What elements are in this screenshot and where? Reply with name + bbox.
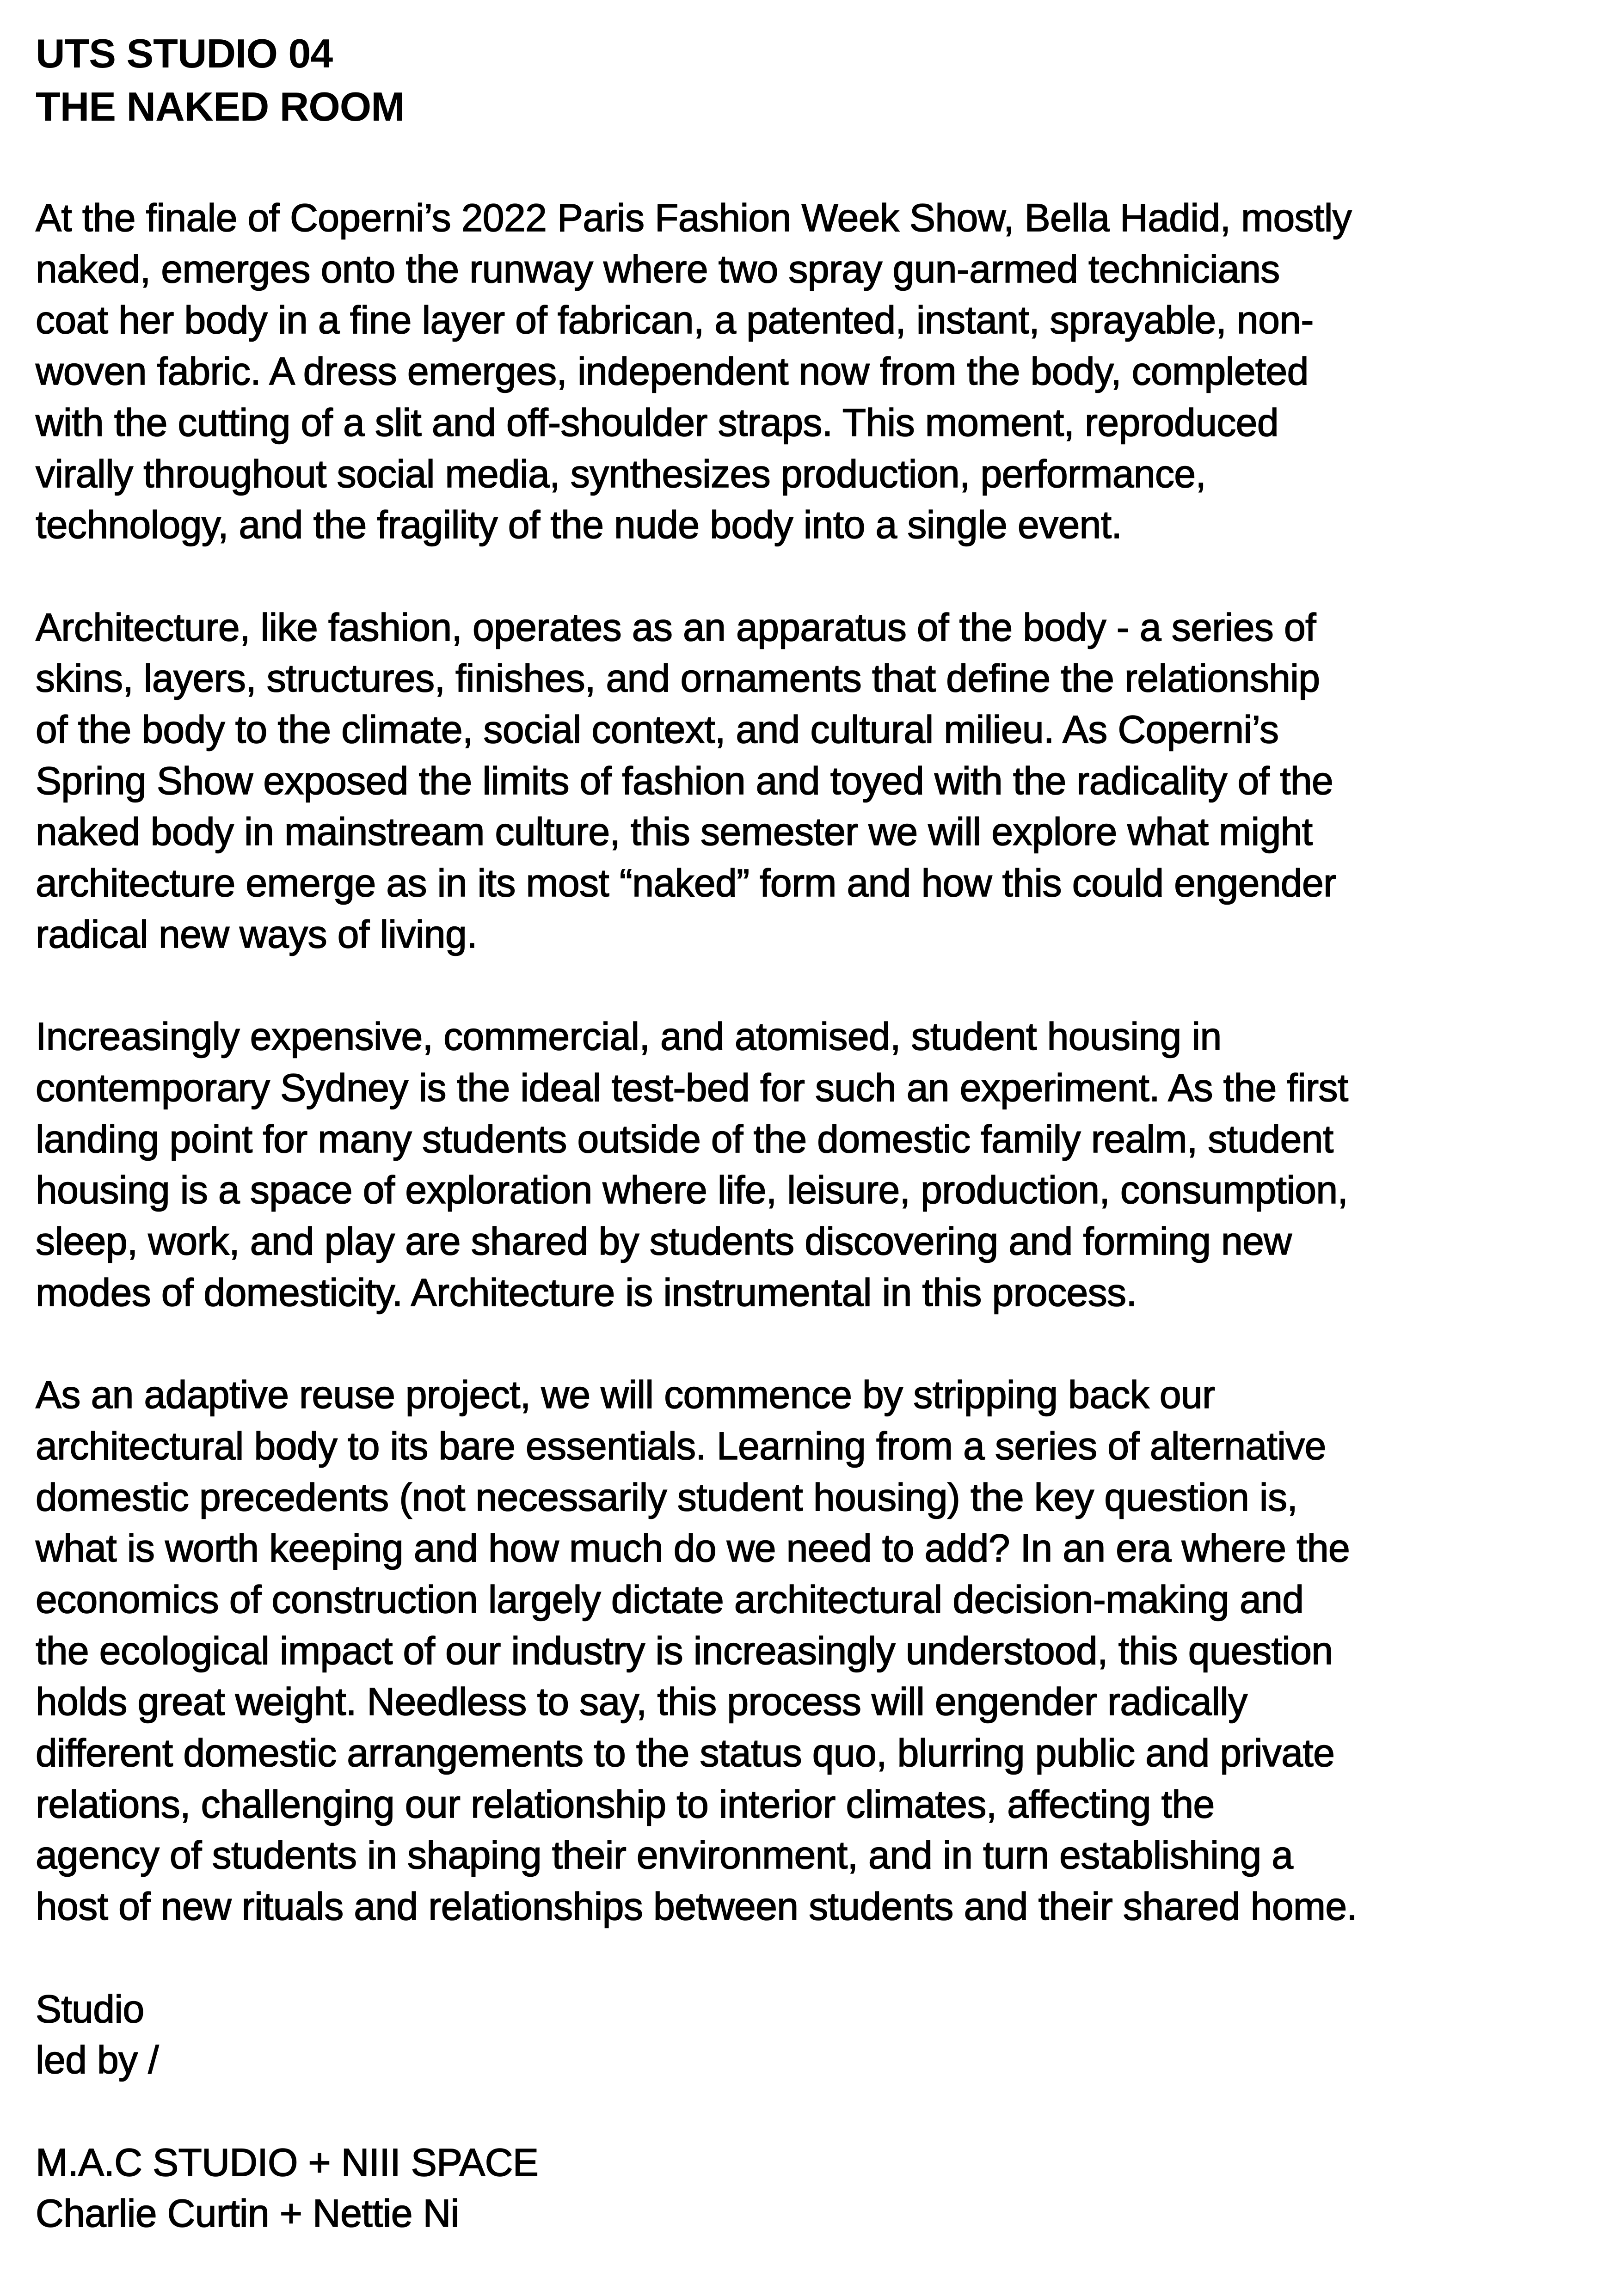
text-line: landing point for many students outside of the domestic family realm, student [36,1117,1333,1161]
text-line: At the finale of Coperni’s 2022 Paris Fashion Week Show, Bella Hadid, mostly [36,196,1352,239]
text-line: economics of construction largely dictate architectural decision-making and [36,1577,1304,1621]
text-line: the ecological impact of our industry is increasingly understood, this question [36,1629,1333,1672]
paragraph-architecture [36,602,1604,960]
text-line: Increasingly expensive, commercial, and atomised, student housing in [36,1015,1222,1059]
text-line: coat her body in a fine layer of fabrican, a patented, instant, sprayable, non- [36,298,1314,342]
paragraph-adaptive-reuse [36,1369,1604,1932]
text-line: housing is a space of exploration where life, leisure, production, consumption, [36,1168,1348,1212]
studio-brief-page [36,27,1604,2290]
title-line-studio: UTS STUDIO 04 [36,31,333,76]
text-line: architectural body to its bare essentials. Learning from a series of alternative [36,1424,1326,1468]
text-line: technology, and the fragility of the nude body into a single event. [36,503,1122,547]
text-line: different domestic arrangements to the status quo, blurring public and private [36,1731,1335,1775]
text-line: M.A.C STUDIO + NIII SPACE [36,2140,539,2184]
brief-body [36,192,1604,2239]
text-line: naked body in mainstream culture, this semester we will explore what might [36,810,1313,854]
text-line: of the body to the climate, social context, and cultural milieu. As Coperni’s [36,708,1279,752]
text-line: contemporary Sydney is the ideal test-bed for such an experiment. As the first [36,1065,1348,1109]
text-line: architecture emerge as in its most “naked” form and how this could engender [36,861,1336,905]
page-title [36,27,1604,133]
title-line-name: THE NAKED ROOM [36,84,405,129]
text-line: As an adaptive reuse project, we will commence by stripping back our [36,1373,1215,1417]
text-line: holds great weight. Needless to say, this process will engender radically [36,1680,1247,1724]
text-line: host of new rituals and relationships between students and their shared home. [36,1885,1358,1929]
text-line: agency of students in shaping their environment, and in turn establishing a [36,1833,1293,1877]
text-line: Architecture, like fashion, operates as an apparatus of the body - a series of [36,605,1316,649]
text-line: woven fabric. A dress emerges, independent now from the body, completed [36,349,1309,393]
text-line: relations, challenging our relationship to interior climates, affecting the [36,1782,1215,1826]
text-line: sleep, work, and play are shared by students discovering and forming new [36,1219,1292,1263]
paragraph-intro [36,192,1604,551]
text-line: Spring Show exposed the limits of fashion and toyed with the radicality of the [36,759,1333,802]
studio-led-by [36,1984,1604,2086]
text-line: naked, emerges onto the runway where two spray gun-armed technicians [36,247,1280,291]
text-line: radical new ways of living. [36,912,477,956]
text-line: domestic precedents (not necessarily student housing) the key question is, [36,1475,1298,1519]
text-line: virally throughout social media, synthesizes production, performance, [36,452,1206,496]
text-line: led by / [36,2038,159,2082]
studio-credits [36,2137,1604,2239]
text-line: Charlie Curtin + Nettie Ni [36,2192,459,2235]
paragraph-student-housing [36,1011,1604,1318]
text-line: modes of domesticity. Architecture is instrumental in this process. [36,1270,1137,1314]
text-line: Studio [36,1987,144,2031]
text-line: what is worth keeping and how much do we need to add? In an era where the [36,1526,1350,1570]
text-line: skins, layers, structures, finishes, and ornaments that define the relationship [36,656,1320,700]
text-line: with the cutting of a slit and off-shoulder straps. This moment, reproduced [36,400,1278,444]
